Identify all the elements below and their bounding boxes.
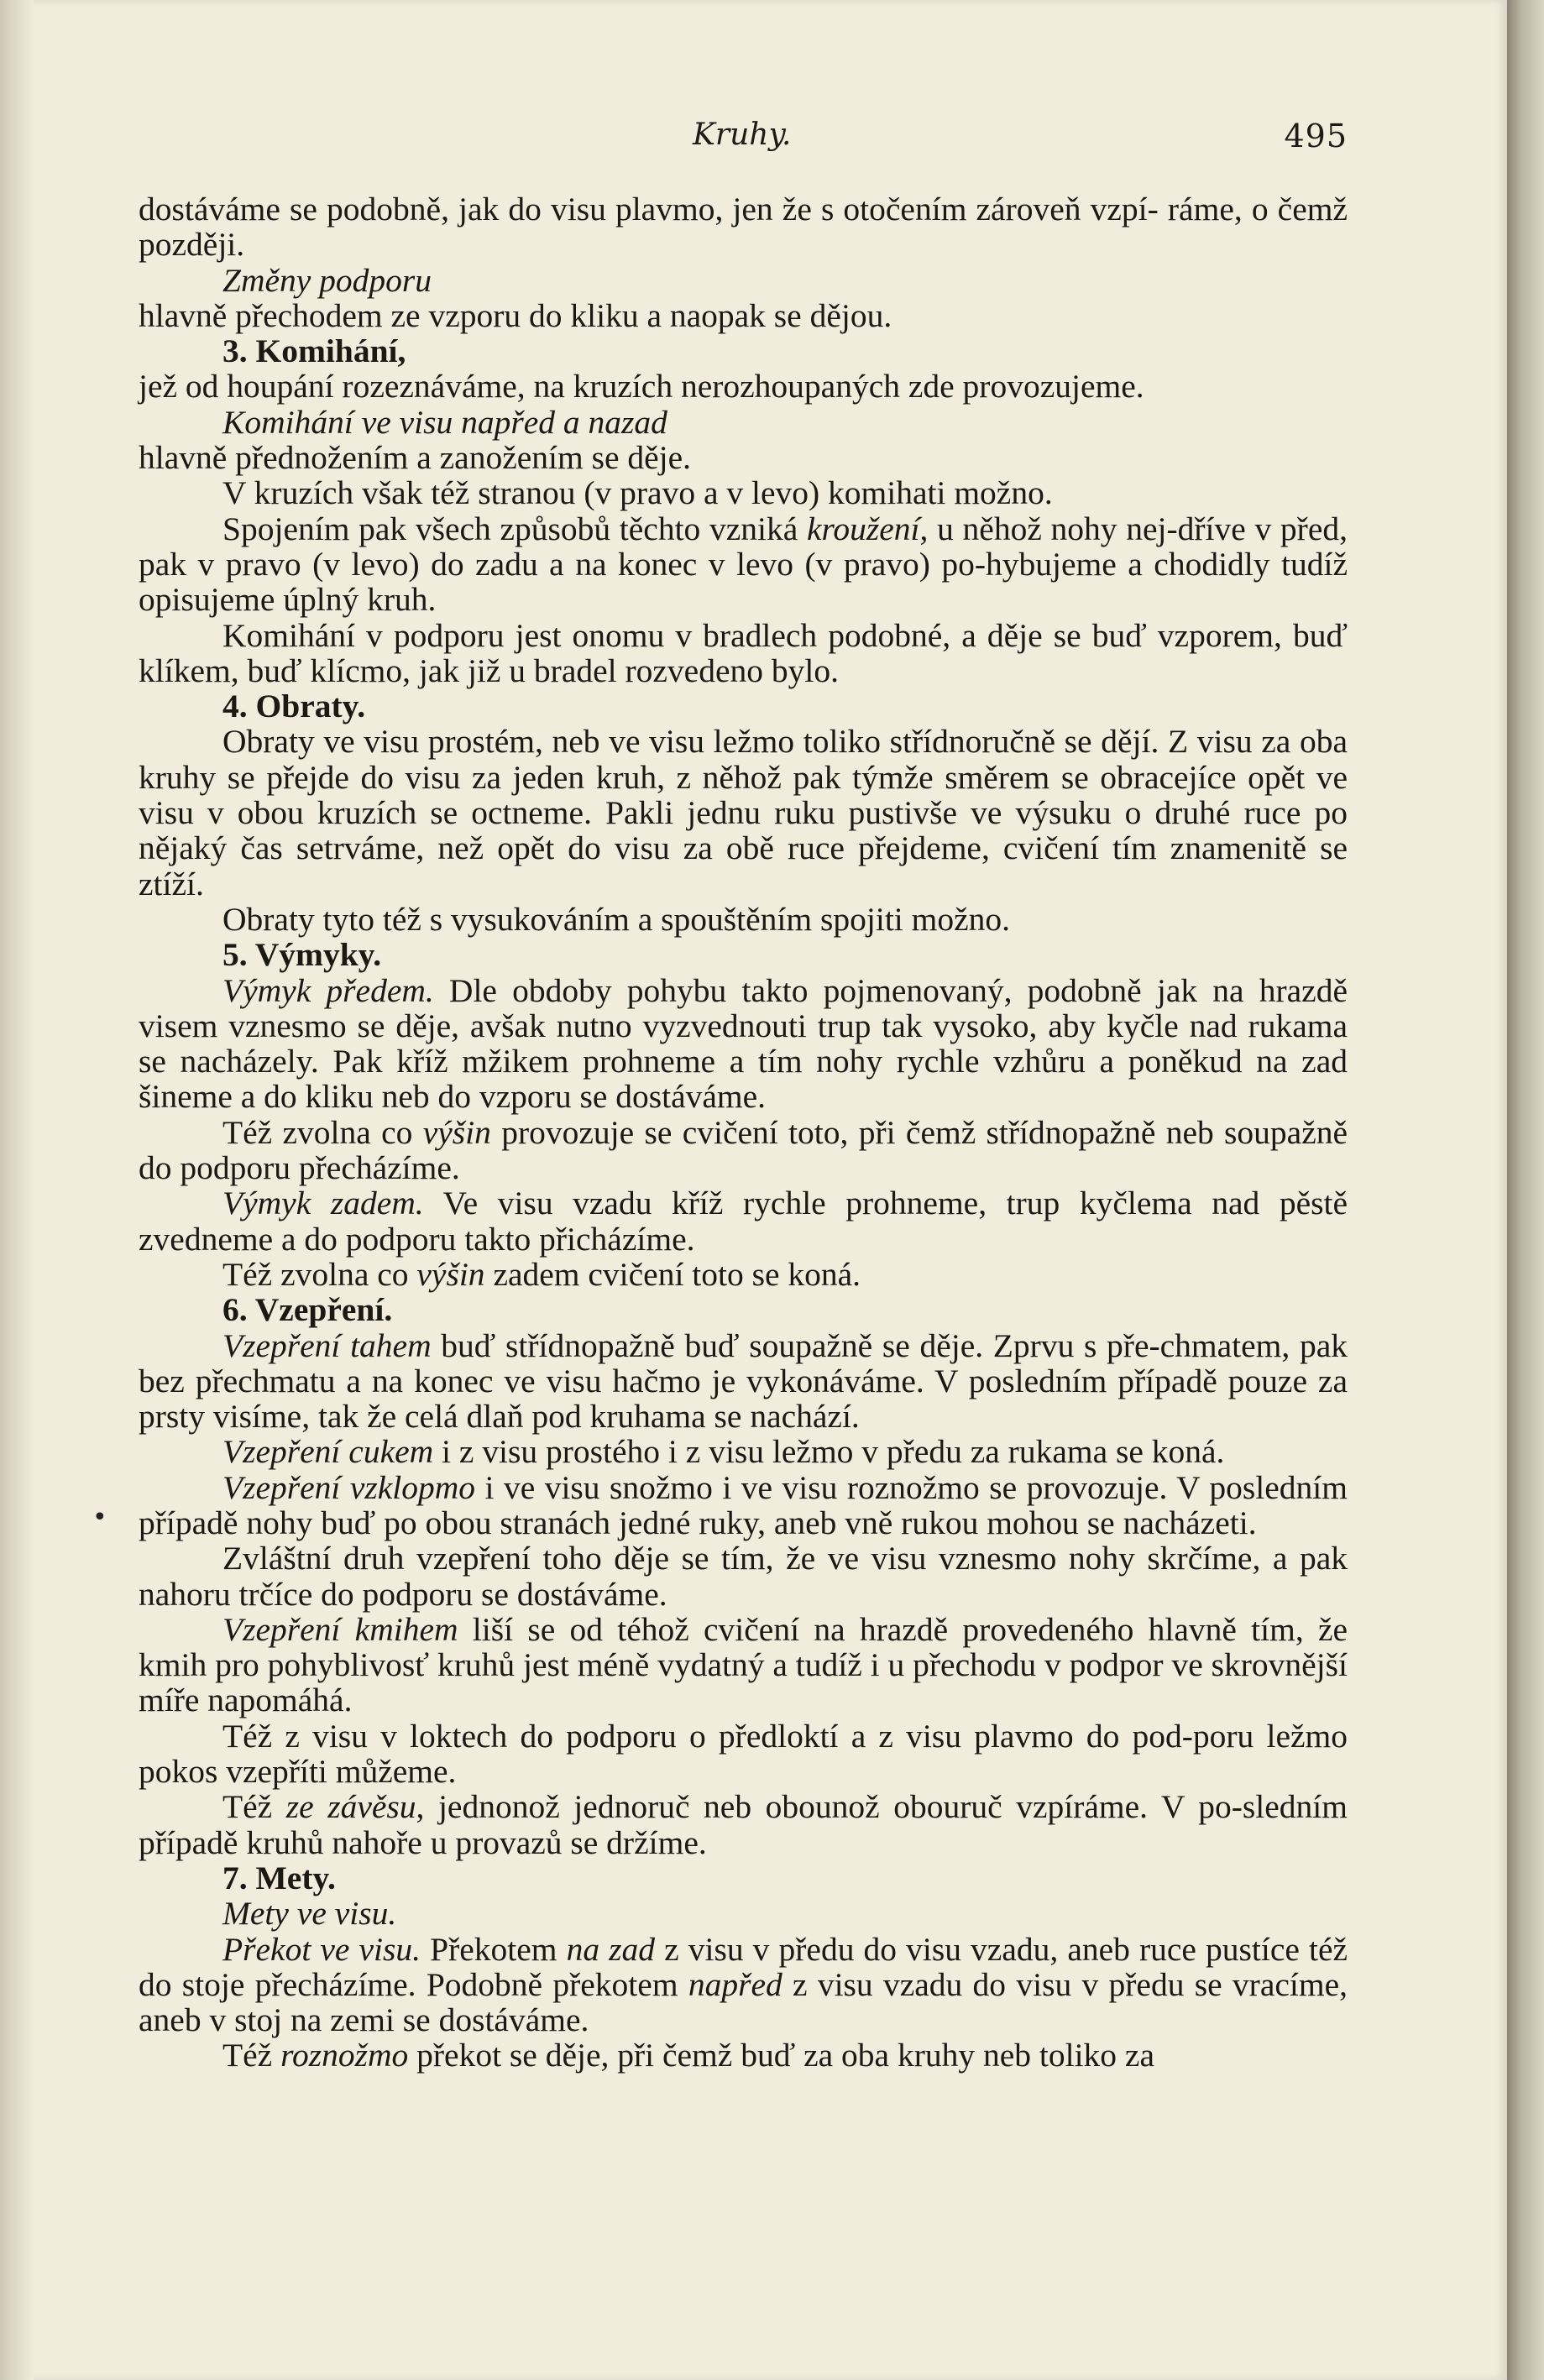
paragraph: jež od houpání rozeznáváme, na kruzích nerozhoupaných zde provozujeme. [139,368,1144,405]
paragraph: Též z visu v loktech do podporu o předloktí a z visu plavmo do pod-poru ležmo pokos vzepříti můžeme. [139,1717,1348,1791]
page-edge-shadow [1507,0,1544,2380]
paragraph: Zvláštní druh vzepření toho děje se tím, že ve visu vznesmo nohy skrčíme, a pak nahoru trčíce do podporu se dostáváme. [139,1540,1348,1613]
paragraph: Spojením pak všech způsobů těchto vzniká kroužení, u něhož nohy nej-dříve v před, pak v pravo (v levo) do zadu a na konec v levo (v pravo) po-hybujeme a chodidly tudíž opisujeme úplný kruh. [139,510,1348,619]
paragraph: Též zvolna co výšin provozuje se cvičení toto, při čemž střídnopažně neb soupažně do podporu přecházíme. [139,1113,1348,1187]
paragraph: Vzepření cukem i z visu prostého i z visu ležmo v předu za rukama se koná. [222,1433,1225,1471]
running-title: Kruhy. [693,118,792,152]
paragraph: Vzepření kmihem liší se od téhož cvičení na hrazdě provedeného hlavně tím, že kmih pro pohyblivosť kruhů jest méně vydatný a tudíž i u přechodu v podpor ve skrovnější míře napomáhá. [139,1610,1348,1719]
page-body [139,191,1348,2074]
section-heading: 6. Vzepření. [222,1291,393,1329]
paragraph: Výmyk předem. Dle obdoby pohybu takto pojmenovaný, podobně jak na hrazdě visem vznesmo se děje, avšak nutno vyzvednouti trup tak vysoko, aby kyčle nad rukama se nacházely. Pak kříž mžikem prohneme a tím nohy rychle vzhůru a poněkud na zad šineme a do kliku neb do vzporu se dostáváme. [139,971,1348,1116]
page-number: 495 [1284,118,1348,154]
subheading: Změny podporu [222,261,432,299]
subheading: Mety ve visu. [222,1895,397,1933]
section-heading: 3. Komihání, [222,332,406,370]
paragraph: hlavně přechodem ze vzporu do kliku a naopak se dějou. [139,296,892,334]
subheading: Komihání ve visu napřed a nazad [222,403,667,441]
paragraph: Též roznožmo překot se děje, při čemž buď za oba kruhy neb toliko za [222,2037,1154,2074]
section-heading: 5. Výmyky. [222,936,382,974]
paragraph: Též ze závěsu, jednonož jednoruč neb obounož obouruč vzpíráme. V po-sledním případě kruhů nahoře u provazů se držíme. [139,1788,1348,1861]
paragraph: Obraty ve visu prostém, neb ve visu ležmo toliko střídnoručně se dějí. Z visu za oba kruhy se přejde do visu za jeden kruh, z něhož pak týmže směrem se obracejíce opět ve visu v obou kruzích se octneme. Pakli jednu ruku pustivše ve výsuku o druhé ruce po nějaký čas setrváme, než opět do visu za obě ruce přejdeme, cvičení tím znamenitě se ztíží. [139,723,1348,902]
section-heading: 4. Obraty. [222,688,366,725]
paragraph: Též zvolna co výšin zadem cvičení toto se koná. [222,1255,861,1293]
paragraph: Překot ve visu. Překotem na zad z visu v předu do visu vzadu, aneb ruce pustíce též do stoje přecházíme. Podobně překotem napřed z visu vzadu do visu v předu se vracíme, aneb v stoj na zemi se dostáváme. [139,1930,1348,2039]
paragraph: Obraty tyto též s vysukováním a spouštěním spojiti možno. [222,900,1011,938]
margin-mark: • [92,1503,107,1532]
paragraph: Vzepření vzklopmo i ve visu snožmo i ve visu roznožmo se provozuje. V posledním případě nohy buď po obou stranách jedné ruky, aneb vně rukou mohou se nacházeti. [139,1468,1348,1541]
page-gutter [0,0,34,2380]
paragraph: V kruzích však též stranou (v pravo a v levo) komihati možno. [222,474,1053,512]
paragraph: Vzepření tahem buď střídnopažně buď soupažně se děje. Zprvu s pře-chmatem, pak bez přechmatu a na konec ve visu hačmo je vykonáváme. V posledním případě pouze za prsty visíme, tak že celá dlaň pod kruhama se nachází. [139,1326,1348,1436]
paragraph: Komihání v podporu jest onomu v bradlech podobné, a děje se buď vzporem, buď klíkem, buď klícmo, jak již u bradel rozvedeno bylo. [139,616,1348,689]
page-header [139,118,1348,168]
paragraph: hlavně přednožením a zanožením se děje. [139,439,692,477]
paragraph: Výmyk zadem. Ve visu vzadu kříž rychle prohneme, trup kyčlema nad pěstě zvedneme a do podporu takto přicházíme. [139,1185,1348,1258]
section-heading: 7. Mety. [222,1859,336,1896]
paragraph: dostáváme se podobně, jak do visu plavmo, jen že s otočením zároveň vzpí- ráme, o čemž později. [139,191,1348,264]
